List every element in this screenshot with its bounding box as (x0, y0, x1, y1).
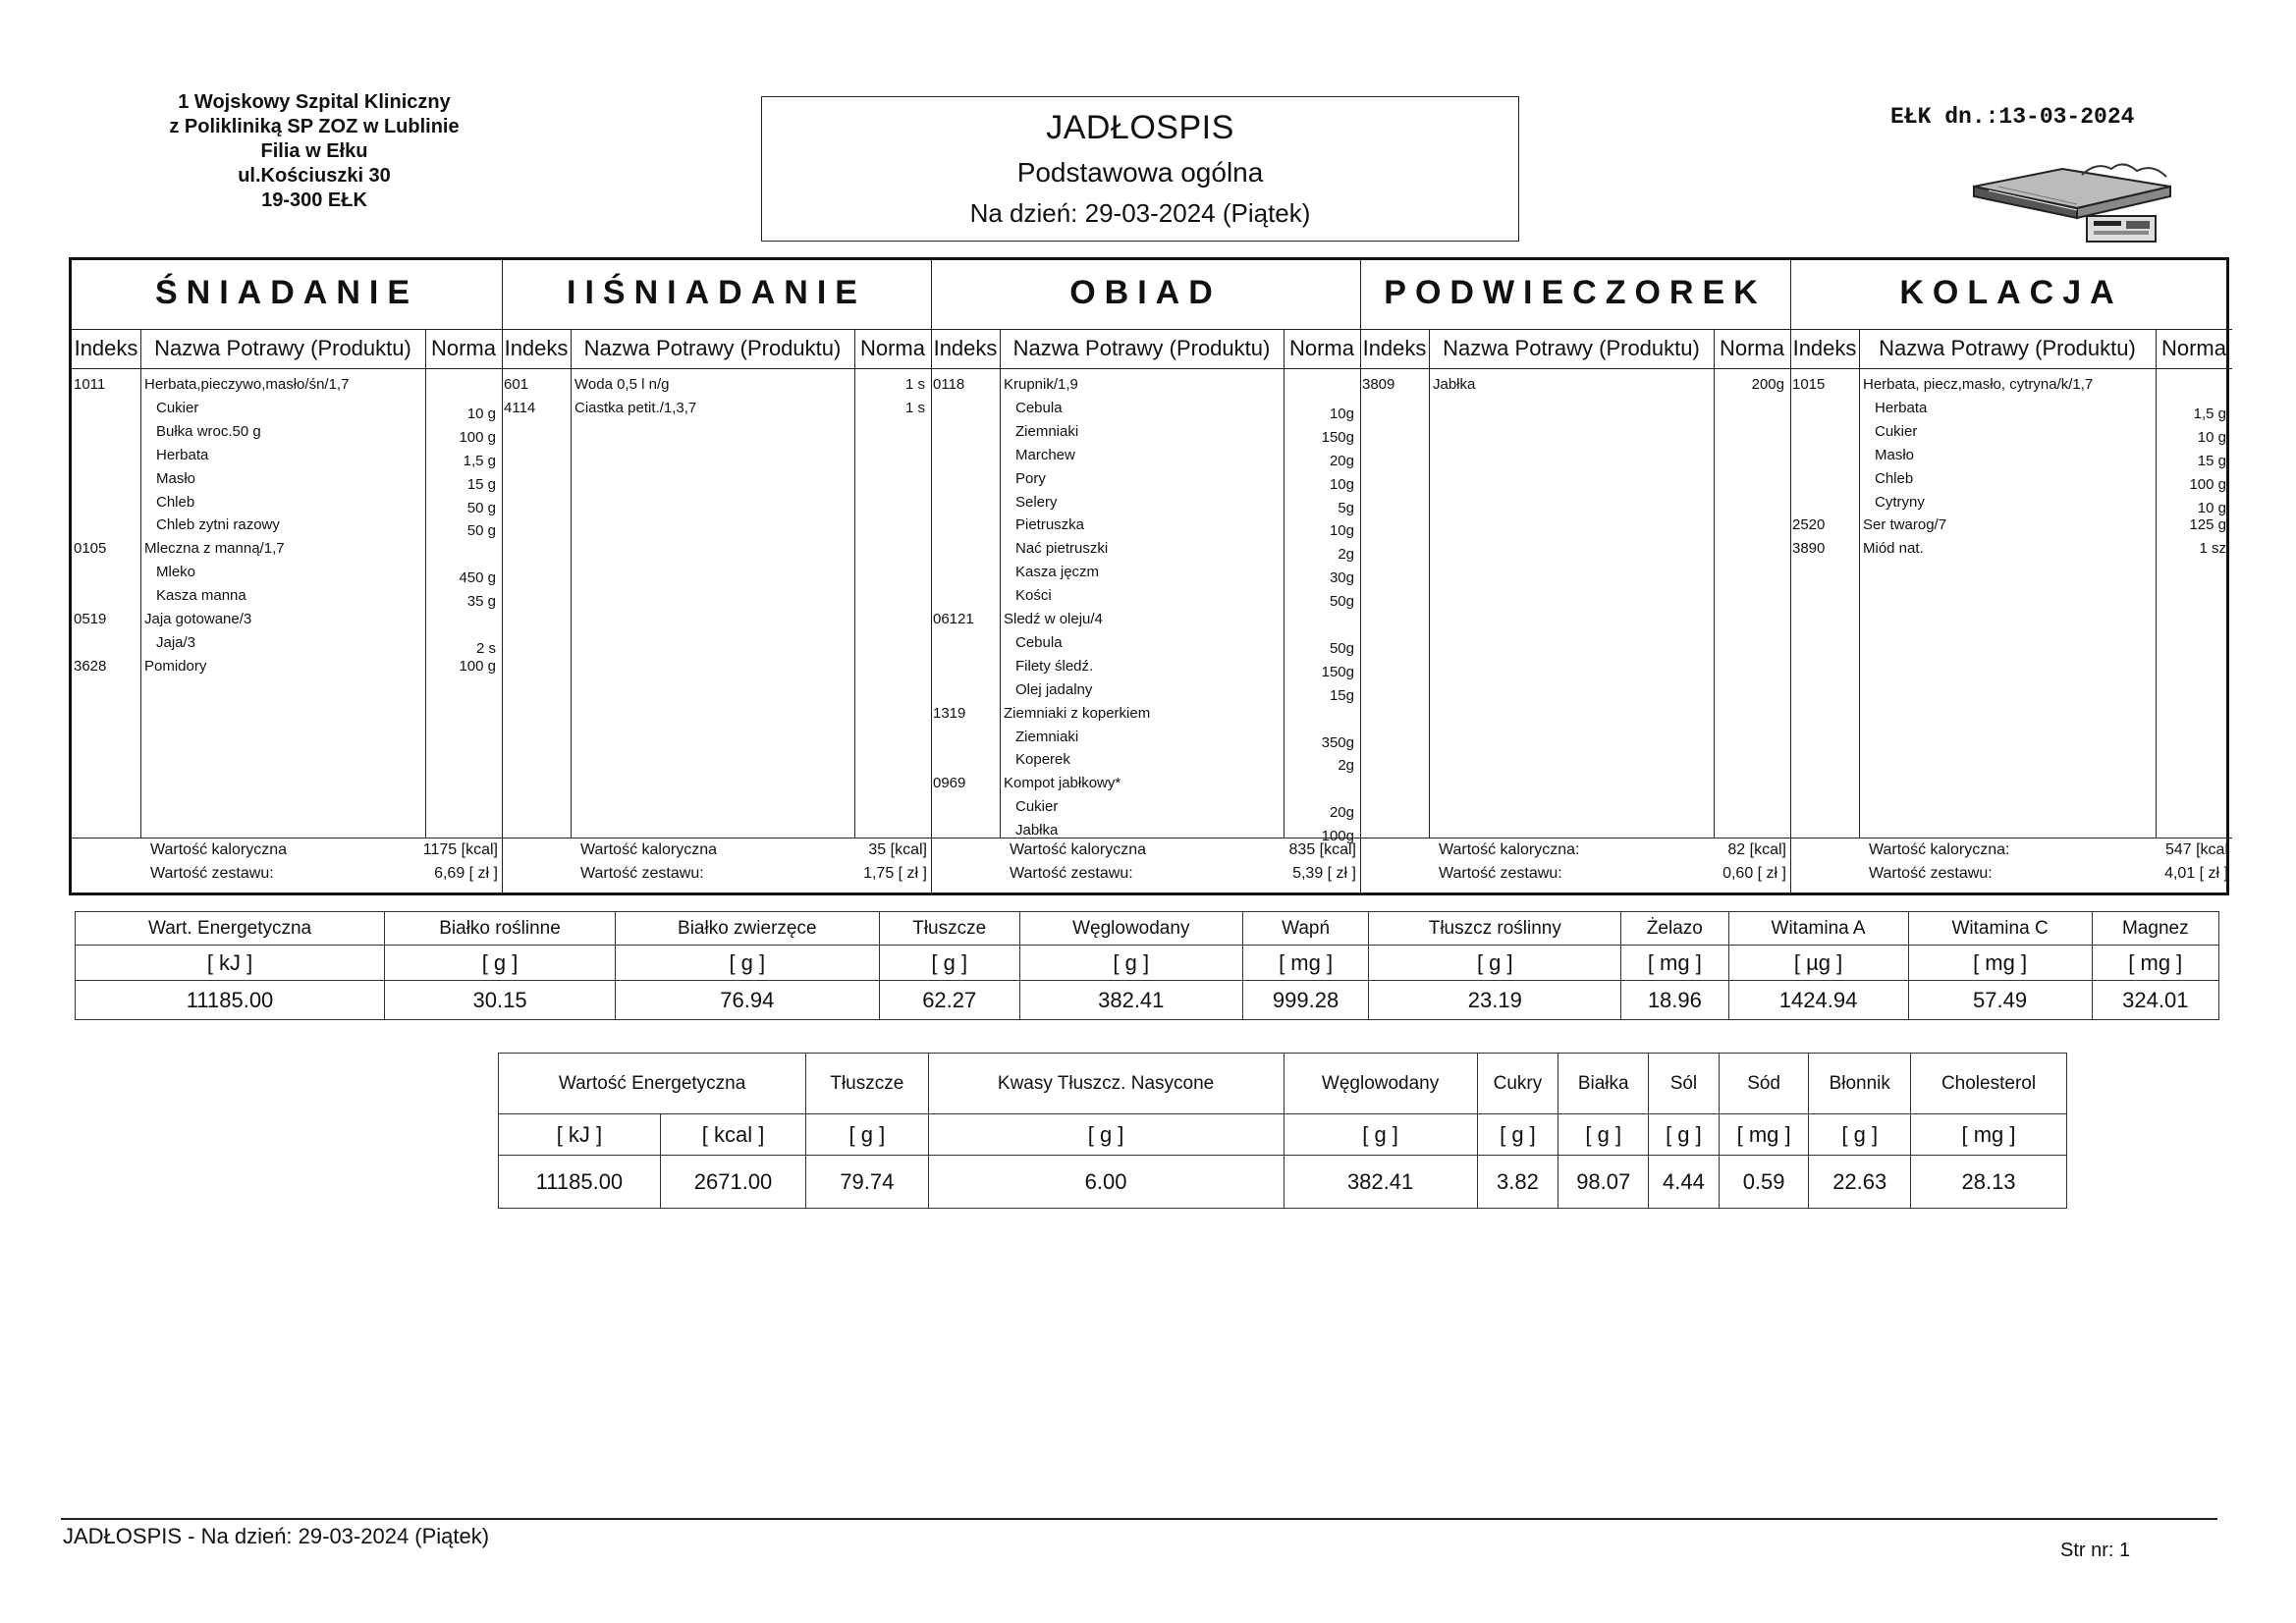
cost-value: 4,01 [ zł ] (2164, 865, 2228, 882)
header-cell: Tłuszcze (806, 1054, 928, 1114)
row-norm: 1,5 g (2193, 405, 2226, 422)
unit-cell: [ mg ] (2092, 946, 2218, 981)
cost-label: Wartość zestawu: (1439, 865, 1562, 882)
dish-name: Pomidory (144, 657, 207, 675)
column-divider (1859, 329, 1860, 838)
row-index: 0519 (74, 611, 107, 627)
unit-cell: [ kcal ] (660, 1114, 805, 1156)
cost-label: Wartość zestawu: (1010, 865, 1133, 882)
nutrition-label-table (498, 1053, 2067, 1209)
ingredient-name: Ziemniaki (1015, 422, 1079, 440)
column-header-index: Indeks (1362, 336, 1427, 360)
ingredient-name: Jabłka (1015, 822, 1059, 839)
value-cell: 6.00 (928, 1156, 1284, 1209)
unit-cell: [ g ] (1477, 1114, 1558, 1156)
dish-name: Woda 0,5 l n/g (574, 376, 670, 393)
dish-name: Jabłka (1433, 376, 1476, 393)
meal-title: IIŚNIADANIE (567, 274, 866, 311)
unit-cell: [ g ] (1558, 1114, 1649, 1156)
row-norm: 10 g (2197, 499, 2226, 516)
header-cell: Witamina C (1908, 912, 2092, 946)
header-cell: Białko zwierzęce (615, 912, 879, 946)
meal-title: KOLACJA (1899, 274, 2123, 311)
row-norm: 2g (1338, 757, 1354, 775)
column-header-norm: Norma (1719, 336, 1784, 360)
row-norm: 15g (1329, 686, 1354, 704)
unit-cell: [ kJ ] (499, 1114, 661, 1156)
column-header-divider (72, 368, 2232, 369)
nutrition-summary-table (75, 911, 2219, 1020)
row-norm: 100 g (459, 428, 496, 446)
value-cell: 0.59 (1719, 1156, 1809, 1209)
row-norm: 1,5 g (463, 452, 496, 469)
header-cell: Tłuszcze (879, 912, 1019, 946)
ingredient-name: Nać pietruszki (1015, 540, 1109, 558)
footer-divider (61, 1518, 2217, 1520)
dish-name: Sledź w oleju/4 (1004, 611, 1103, 627)
ingredient-name: Chleb zytni razowy (156, 516, 280, 534)
menu-date: Na dzień: 29-03-2024 (Piątek) (969, 198, 1311, 228)
ingredient-name: Pietruszka (1015, 516, 1085, 534)
header-cell: Żelazo (1621, 912, 1728, 946)
dish-name: Ciastka petit./1,3,7 (574, 399, 697, 416)
header-cell: Cholesterol (1911, 1054, 2067, 1114)
hospital-line: ul.Kościuszki 30 (238, 165, 391, 187)
unit-cell: [ mg ] (1719, 1114, 1809, 1156)
column-header-name: Nazwa Potrawy (Produktu) (154, 336, 411, 360)
ingredient-name: Bułka wroc.50 g (156, 422, 261, 440)
column-header-index: Indeks (933, 336, 998, 360)
value-cell: 57.49 (1908, 981, 2092, 1020)
row-norm: 50g (1329, 593, 1354, 611)
value-cell: 22.63 (1809, 1156, 1911, 1209)
ingredient-name: Kasza jęczm (1015, 564, 1100, 581)
nutrition-header-row (499, 1054, 2067, 1114)
ingredient-name: Cytryny (1875, 493, 1925, 511)
ingredient-name: Olej jadalny (1015, 680, 1093, 698)
value-cell: 11185.00 (76, 981, 385, 1020)
calorie-label: Wartość kaloryczna (1010, 841, 1146, 858)
value-cell: 2671.00 (660, 1156, 805, 1209)
hospital-line: 1 Wojskowy Szpital Kliniczny (178, 91, 451, 113)
header-cell: Białko roślinne (385, 912, 616, 946)
row-norm: 1 sz (2199, 540, 2226, 558)
column-divider (571, 329, 572, 838)
row-norm: 50g (1329, 639, 1354, 657)
row-index: 0105 (74, 540, 107, 558)
unit-cell: [ g ] (806, 1114, 928, 1156)
row-norm: 450 g (459, 569, 496, 587)
meal-title: PODWIECZOREK (1384, 274, 1767, 311)
row-index: 1011 (74, 376, 106, 393)
dish-name: Herbata,pieczywo,masło/śn/1,7 (144, 376, 350, 393)
ingredient-name: Cebula (1015, 633, 1063, 651)
dish-name: Herbata, piecz,masło, cytryna/k/1,7 (1863, 376, 2094, 393)
header-cell: Wartość Energetyczna (499, 1054, 806, 1114)
meals-table (69, 257, 2229, 895)
dish-name: Krupnik/1,9 (1004, 376, 1078, 393)
ingredient-name: Jaja/3 (156, 633, 196, 651)
row-index: 1015 (1792, 376, 1826, 393)
unit-cell: [ g ] (1649, 1114, 1720, 1156)
row-norm: 10g (1329, 475, 1354, 493)
ingredient-name: Kasza manna (156, 587, 246, 605)
hospital-line: Filia w Ełku (260, 140, 368, 162)
calorie-value: 82 [kcal] (1727, 841, 1786, 858)
cost-label: Wartość zestawu: (150, 865, 274, 882)
row-index: 2520 (1792, 516, 1826, 534)
row-norm: 20g (1329, 452, 1354, 469)
unit-cell: [ g ] (615, 946, 879, 981)
row-index: 0969 (933, 775, 966, 792)
row-norm: 15 g (466, 475, 496, 493)
title-box (761, 96, 1519, 242)
cost-value: 1,75 [ zł ] (863, 865, 927, 882)
row-index: 3628 (74, 657, 107, 675)
row-index: 3890 (1792, 540, 1826, 558)
nutrition-header-row (76, 912, 2219, 946)
footer-title: JADŁOSPIS - Na dzień: 29-03-2024 (Piątek) (63, 1524, 490, 1548)
column-header-index: Indeks (74, 336, 138, 360)
row-norm: 2g (1338, 546, 1354, 564)
row-norm: 150g (1321, 663, 1354, 680)
ingredient-name: Chleb (1875, 469, 1914, 487)
value-cell: 324.01 (2092, 981, 2218, 1020)
row-index: 601 (504, 376, 529, 393)
row-norm: 150g (1321, 428, 1354, 446)
ingredient-name: Herbata (156, 446, 209, 463)
row-norm: 5g (1338, 499, 1354, 516)
page-number: Str nr: 1 (2060, 1540, 2131, 1561)
row-norm: 125 g (2189, 516, 2226, 534)
calorie-label: Wartość kaloryczna (580, 841, 717, 858)
row-index: 4114 (504, 399, 536, 416)
unit-cell: [ g ] (928, 1114, 1284, 1156)
header-cell: Tłuszcz roślinny (1369, 912, 1621, 946)
dish-name: Jaja gotowane/3 (144, 611, 252, 627)
unit-cell: [ mg ] (1621, 946, 1728, 981)
header-cell: Białka (1558, 1054, 1649, 1114)
value-cell: 62.27 (879, 981, 1019, 1020)
row-norm: 100 g (2189, 475, 2226, 493)
calorie-label: Wartość kaloryczna: (1439, 841, 1580, 858)
value-cell: 98.07 (1558, 1156, 1649, 1209)
row-norm: 10g (1329, 522, 1354, 540)
unit-cell: [ g ] (1369, 946, 1621, 981)
dish-name: Kompot jabłkowy* (1004, 775, 1121, 792)
column-header-norm: Norma (1288, 336, 1354, 360)
unit-cell: [ mg ] (1911, 1114, 2067, 1156)
row-norm: 100g (1321, 828, 1354, 845)
cost-value: 5,39 [ zł ] (1292, 865, 1356, 882)
value-cell: 18.96 (1621, 981, 1728, 1020)
value-cell: 76.94 (615, 981, 879, 1020)
value-cell: 28.13 (1911, 1156, 2067, 1209)
ingredient-name: Cukier (1875, 422, 1918, 440)
unit-cell: [ mg ] (1242, 946, 1369, 981)
calorie-value: 35 [kcal] (868, 841, 927, 858)
column-header-index: Indeks (1792, 336, 1857, 360)
value-cell: 1424.94 (1728, 981, 1908, 1020)
row-norm: 15 g (2197, 452, 2226, 469)
row-norm: 2 s (475, 639, 496, 657)
calorie-value: 547 [kcal (2164, 841, 2228, 858)
value-cell: 11185.00 (499, 1156, 661, 1209)
row-norm: 200g (1751, 376, 1784, 393)
dish-name: Mleczna z manną/1,7 (144, 540, 285, 558)
column-header-index: Indeks (504, 336, 569, 360)
row-index: 0118 (933, 376, 965, 393)
header-cell: Wart. Energetyczna (76, 912, 385, 946)
document-title: JADŁOSPIS (1046, 109, 1234, 146)
row-norm: 100 g (459, 657, 496, 675)
header-cell: Wapń (1242, 912, 1369, 946)
ingredient-name: Marchew (1015, 446, 1075, 463)
column-divider (1000, 329, 1001, 838)
unit-cell: [ g ] (1284, 1114, 1477, 1156)
value-cell: 382.41 (1019, 981, 1242, 1020)
row-norm: 50 g (466, 522, 496, 540)
calorie-value: 1175 [kcal] (422, 841, 498, 858)
header-cell: Węglowodany (1284, 1054, 1477, 1114)
column-divider (1714, 329, 1715, 838)
column-header-norm: Norma (2160, 336, 2226, 360)
hospital-line: z Polikliniką SP ZOZ w Lublinie (169, 116, 460, 137)
ingredient-name: Herbata (1875, 399, 1928, 416)
unit-cell: [ mg ] (1908, 946, 2092, 981)
row-index: 06121 (933, 611, 974, 627)
nutrition-value-row (76, 981, 2219, 1020)
header-cell: Sól (1649, 1054, 1720, 1114)
ingredient-name: Pory (1015, 469, 1046, 487)
value-cell: 79.74 (806, 1156, 928, 1209)
ingredient-name: Ziemniaki (1015, 728, 1079, 745)
value-cell: 382.41 (1284, 1156, 1477, 1209)
row-norm: 10 g (2197, 428, 2226, 446)
header-cell: Sód (1719, 1054, 1809, 1114)
ingredient-name: Mleko (156, 564, 196, 581)
issue-date: EŁK dn.:13-03-2024 (1890, 104, 2135, 130)
column-divider (140, 329, 141, 838)
ingredient-name: Selery (1015, 493, 1058, 511)
value-cell: 23.19 (1369, 981, 1621, 1020)
row-norm: 30g (1329, 569, 1354, 587)
calorie-label: Wartość kaloryczna (150, 841, 287, 858)
row-norm: 20g (1329, 804, 1354, 822)
unit-cell: [ g ] (1809, 1114, 1911, 1156)
column-header-name: Nazwa Potrawy (Produktu) (583, 336, 842, 360)
header-cell: Węglowodany (1019, 912, 1242, 946)
cost-value: 6,69 [ zł ] (434, 865, 498, 882)
header-cell: Magnez (2092, 912, 2218, 946)
column-header-norm: Norma (430, 336, 496, 360)
hospital-line: 19-300 EŁK (261, 189, 367, 211)
column-header-name: Nazwa Potrawy (Produktu) (1443, 336, 1700, 360)
row-norm: 10g (1329, 405, 1354, 422)
row-norm: 1 s (904, 376, 925, 393)
ingredient-name: Masło (156, 469, 196, 487)
row-norm: 1 s (904, 399, 925, 416)
ingredient-name: Cebula (1015, 399, 1063, 416)
dish-name: Ser twarog/7 (1863, 516, 1947, 534)
unit-cell: [ g ] (879, 946, 1019, 981)
value-cell: 30.15 (385, 981, 616, 1020)
dish-name: Ziemniaki z koperkiem (1004, 704, 1151, 722)
row-index: 3809 (1362, 376, 1395, 393)
unit-cell: [ kJ ] (76, 946, 385, 981)
diet-name: Podstawowa ogólna (1016, 157, 1264, 188)
meal-title: ŚNIADANIE (154, 274, 419, 311)
book-computer-icon (1969, 147, 2190, 245)
header-cell: Kwasy Tłuszcz. Nasycone (928, 1054, 1284, 1114)
row-index: 1319 (933, 704, 966, 722)
unit-cell: [ µg ] (1728, 946, 1908, 981)
header-cell: Cukry (1477, 1054, 1558, 1114)
header-cell: Witamina A (1728, 912, 1908, 946)
ingredient-name: Masło (1875, 446, 1915, 463)
ingredient-name: Chleb (156, 493, 195, 511)
row-norm: 10 g (466, 405, 496, 422)
nutrition-unit-row (499, 1114, 2067, 1156)
ingredient-name: Cukier (156, 399, 199, 416)
column-header-name: Nazwa Potrawy (Produktu) (1879, 336, 2136, 360)
unit-cell: [ g ] (1019, 946, 1242, 981)
calorie-value: 835 [kcal] (1288, 841, 1356, 858)
unit-cell: [ g ] (385, 946, 616, 981)
value-cell: 3.82 (1477, 1156, 1558, 1209)
footer-divider (72, 838, 2232, 839)
header-cell: Błonnik (1809, 1054, 1911, 1114)
row-norm: 35 g (466, 593, 496, 611)
cost-label: Wartość zestawu: (1869, 865, 1993, 882)
row-norm: 50 g (466, 499, 496, 516)
column-header-name: Nazwa Potrawy (Produktu) (1012, 336, 1271, 360)
value-cell: 999.28 (1242, 981, 1369, 1020)
dish-name: Miód nat. (1863, 540, 1924, 558)
nutrition-unit-row (76, 946, 2219, 981)
ingredient-name: Kości (1015, 587, 1052, 605)
hospital-address (128, 90, 501, 213)
value-cell: 4.44 (1649, 1156, 1720, 1209)
ingredient-name: Filety śledź. (1015, 657, 1094, 675)
meal-title: OBIAD (1069, 274, 1222, 311)
cost-label: Wartość zestawu: (580, 865, 704, 882)
cost-value: 0,60 [ zł ] (1722, 865, 1786, 882)
ingredient-name: Cukier (1015, 798, 1059, 816)
column-header-norm: Norma (859, 336, 925, 360)
ingredient-name: Koperek (1015, 751, 1070, 769)
calorie-label: Wartość kaloryczna: (1869, 841, 2010, 858)
nutrition-value-row (499, 1156, 2067, 1209)
row-norm: 350g (1321, 733, 1354, 751)
column-divider (1429, 329, 1430, 838)
